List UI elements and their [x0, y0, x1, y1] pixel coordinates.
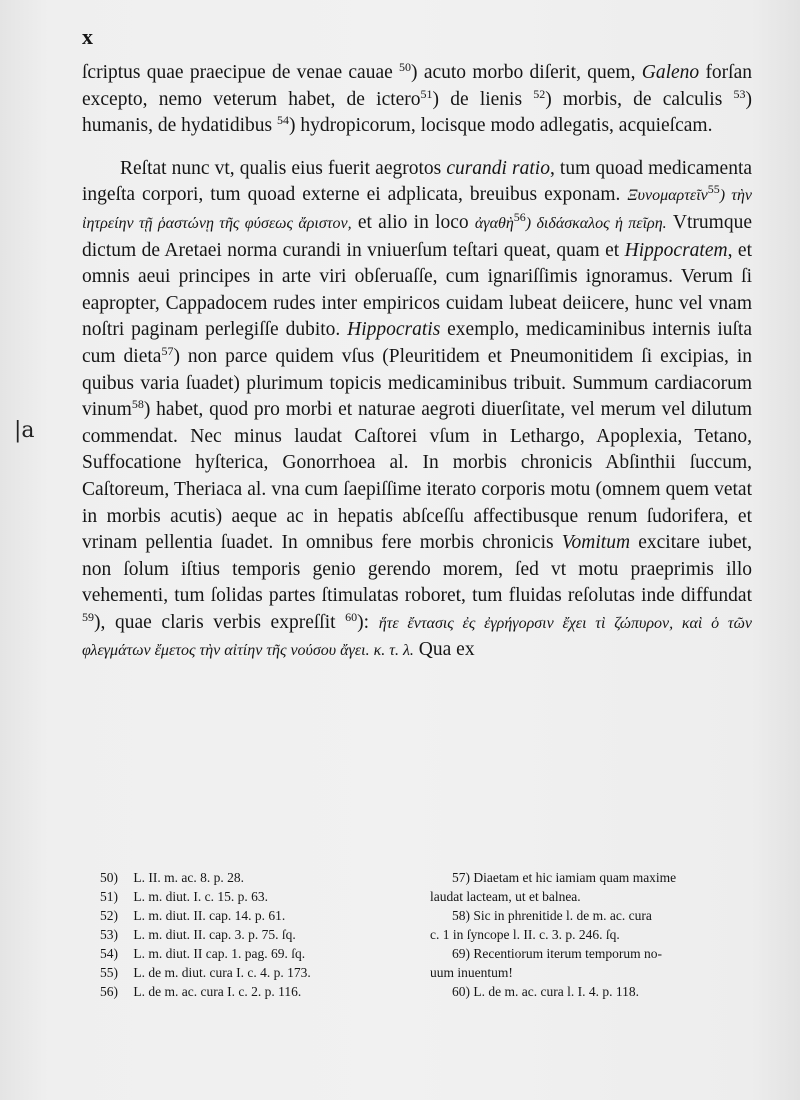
footnote-text: L. m. diut. I. c. 15. p. 63.	[133, 889, 268, 904]
footnote-number: 51)	[100, 889, 118, 904]
footnote-text: L. II. m. ac. 8. p. 28.	[133, 870, 244, 885]
text-run: ):	[357, 611, 379, 633]
footnote-ref-58: 58	[131, 397, 144, 412]
footnotes-right-column	[430, 868, 760, 1001]
footnote-continuation: laudat lacteam, ut et balnea.	[430, 889, 581, 904]
text-run: exemplo, medicaminibus internis iuſta cum dieta	[82, 319, 752, 367]
footnote	[100, 887, 400, 906]
footnote	[100, 982, 400, 1001]
footnote-text: L. de m. ac. cura I. c. 2. p. 116.	[133, 984, 302, 999]
text-run: ) acuto morbo diſerit, quem,	[411, 62, 642, 83]
footnote-text: L. m. diut. II. cap. 3. p. 75. ſq.	[133, 927, 296, 942]
footnote: 60) L. de m. ac. cura l. I. 4. p. 118.	[452, 984, 639, 999]
footnote-ref-50: 50	[399, 60, 412, 74]
text-run: ) hydropicorum, locisque modo adlegatis, acquieſcam.	[288, 115, 713, 137]
footnote	[100, 963, 400, 982]
page-number: x	[82, 24, 94, 49]
text-run: Qua ex	[413, 639, 475, 661]
footnote	[100, 944, 400, 963]
text-run: ) de lienis	[432, 88, 534, 110]
text-run: ) non parce quidem vſus (Pleuritidem et Pneumonitidem ſi excipias, in quibus varia ſuadet) plurimum topicis medicaminibus tribuit. Summum cardiacorum vinum	[82, 345, 753, 421]
footnote-text: L. m. diut. II. cap. 14. p. 61.	[133, 908, 286, 923]
greek-quote: ) τὴν ἰητρείην τῇ ῥαστώνῃ τῆς φύσεως ἄριστον,	[82, 187, 752, 232]
footnote-ref-54: 54	[276, 113, 289, 128]
footnote-ref-52: 52	[533, 86, 546, 101]
margin-annotation: |a	[14, 418, 35, 443]
footnote	[100, 906, 400, 925]
text-run: Reſtat nunc vt, qualis eius fuerit aegrotos	[120, 157, 447, 179]
footnote-number: 53)	[100, 927, 118, 942]
footnote-text: L. m. diut. II cap. 1. pag. 69. ſq.	[133, 946, 306, 961]
footnote-number: 56)	[100, 984, 118, 999]
footnotes-left-column	[100, 868, 400, 1001]
text-run: ) morbis, de calculis	[545, 88, 734, 110]
emphasis-curandi: curandi ratio	[446, 157, 550, 179]
text-run: , tum quoad medicamenta ingeſta corpori, tum quoad externe ei adplicata, breuibus exponam.	[82, 157, 753, 206]
text-run: ) habet, quod pro morbi et naturae aegroti diuerſitate, vel merum vel dilutum commendat. Nec minus laudat Caſtorei vſum in Lethargo, Apoplexia, Tetano, Suffocatione hyſterica, Gonorrhoea al. In morbis chronicis Abſinthii ſuccum, Caſtoreum, Theriaca al. vna cum ſaepiſſime iterato corporis motu (omnem quem vetat in morbis acutis) aeque ac in hepatis abſceſſu affectibusque renum ſudorifera, et vrinam pellentia ſuadet. In omnibus fere morbis chronicis	[82, 399, 752, 554]
text-run: ſcriptus quae praecipue de venae cauae	[82, 62, 400, 83]
text-run: forſan excepto, nemo veterum habet, de ictero	[82, 62, 753, 110]
main-text	[82, 60, 752, 665]
footnote-ref-56: 56	[513, 209, 526, 224]
emphasis-vomitum: Vomitum	[561, 532, 631, 554]
footnote-number: 55)	[100, 965, 118, 980]
text-run: ) humanis, de hydatidibus	[82, 88, 752, 137]
footnote-text: L. de m. diut. cura I. c. 4. p. 173.	[133, 965, 311, 980]
footnote-ref-60: 60	[345, 609, 358, 624]
footnote-ref-51: 51	[420, 86, 433, 101]
footnote-ref-55: 55	[707, 182, 720, 197]
name-hippocratem: Hippocratem	[624, 239, 728, 261]
footnote: 69) Recentiorum iterum temporum no-	[452, 946, 662, 961]
text-run: Vtrumque dictum de Aretaei norma curandi in vniuerſum teſtari queat, quam et	[82, 211, 753, 261]
footnote-number: 54)	[100, 946, 118, 961]
footnote-number: 50)	[100, 870, 118, 885]
footnote: 57) Diaetam et hic iamiam quam maxime	[452, 870, 677, 885]
footnote-ref-59: 59	[82, 609, 94, 624]
footnote	[100, 868, 400, 887]
text-run: et alio in loco	[351, 211, 475, 233]
name-galeno: Galeno	[641, 62, 700, 83]
footnote	[100, 925, 400, 944]
greek-quote: ἥτε ἔντασις ἐς ἐγρήγορσιν ἔχει τὶ ζώπυρον, καὶ ὁ τῶν φλεγμάτων ἔμετος τὴν αἰτίην τῆς νούσου ἄγει. κ. τ. λ.	[82, 614, 752, 660]
footnote-ref-53: 53	[733, 86, 746, 101]
footnotes	[100, 868, 760, 1001]
footnote-continuation: c. 1 in ſyncope l. II. c. 3. p. 246. ſq.	[430, 927, 620, 942]
footnote: 58) Sic in phrenitide l. de m. ac. cura	[452, 908, 652, 923]
text-run: excitare iubet, non ſolum iſtius temporis genio gerendo morem, ſed vt motu praeprimis illo vehementi, tum ſolidas partes ſtimulatas roboret, tum fluidas reſolutas inde diffundat	[82, 532, 752, 607]
footnote-continuation: uum inuentum!	[430, 965, 513, 980]
greek-quote: ἀγαθὴ	[474, 214, 514, 232]
text-run: , et omnis aeui principes in arte viri obſeruaſſe, cum ignariſſimis ignoramus. Verum ſi eapropter, Cappadocem rudes inter empiricos cuidam lubeat deiicere, hunc vel vnam noſtri paginam perlegiſſe dubito.	[82, 239, 752, 341]
greek-quote: ) διδάσκαλος ἡ πεῖρη.	[525, 214, 667, 232]
paragraph-2	[82, 156, 752, 665]
greek-quote: Ξυνομαρτεῖν	[627, 187, 708, 205]
name-hippocratis: Hippocratis	[347, 319, 441, 341]
footnote-ref-57: 57	[161, 343, 174, 358]
footnote-number: 52)	[100, 908, 118, 923]
text-run: ), quae claris verbis expreſſit	[94, 611, 346, 633]
paragraph-1	[82, 60, 752, 140]
